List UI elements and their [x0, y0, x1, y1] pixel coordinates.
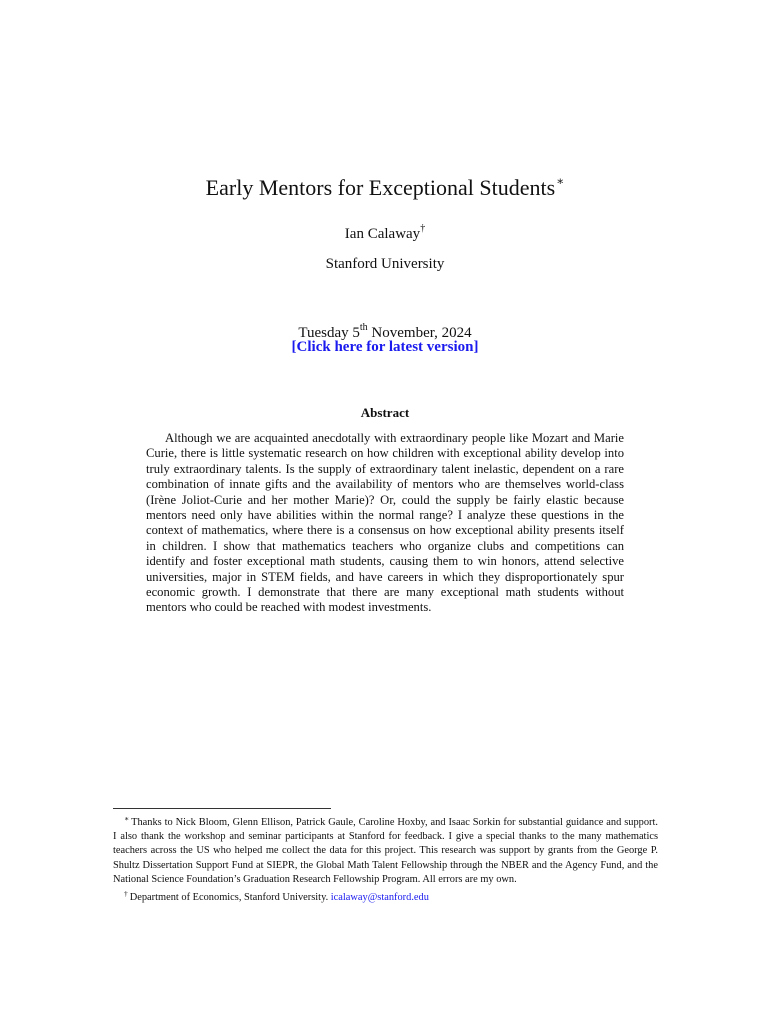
author-name: Ian Calaway: [344, 226, 421, 242]
footnote-1-text: Thanks to Nick Bloom, Glenn Ellison, Patrick Gaule, Caroline Hoxby, and Isaac Sorkin for substantial guidance and support. I also thank the workshop and seminar participants at Stanford for feedback. I give a special thanks to the many mathematics teachers across the US who helped me collect the data for this project. This research was support by grants from the George P. Shultz Dissertation Support Fund at SIEPR, the Global Math Talent Fellowship through the NBER and the Agency Fund, and the National Science Foundation’s Graduation Research Fellowship Program. All errors are my own.: [113, 817, 658, 885]
footnotes: [113, 812, 658, 905]
abstract-heading: Abstract: [360, 405, 410, 420]
footnote-2: [113, 887, 658, 905]
date-prefix: Tuesday 5: [298, 325, 360, 341]
author-footnote-mark[interactable]: †: [420, 223, 426, 234]
author-line: [0, 219, 770, 244]
author-email-link[interactable]: icalaway@stanford.edu: [330, 892, 429, 904]
affiliation: Stanford University: [325, 256, 445, 272]
date-ordinal: th: [359, 322, 368, 333]
latest-version-link[interactable]: [Click here for latest version]: [291, 339, 479, 355]
footnote-divider: [113, 808, 331, 809]
footnote-1: [113, 812, 658, 887]
footnote-2-mark: †: [124, 889, 128, 899]
abstract-text: Although we are acquainted anecdotally with extraordinary people like Mozart and Marie Curie, there is little systematic research on how children with exceptional ability develop into truly extraordinary talents. Is the supply of extraordinary talent inelastic, dependent on a rare combination of innate gifts and the availability of mentors who are themselves world-class (Irène Joliot-Curie and her mother Marie)? Or, could the supply be fairly elastic because mentors need only have abilities within the normal range? I analyze these questions in the context of mathematics, where there is a consensus on how exceptional ability presents itself in children. I show that mathematics teachers who organize clubs and competitions can identify and foster exceptional math students, causing them to win honors, attend selective universities, major in STEM fields, and have careers in which they disproportionately spur economic growth. I demonstrate that there are many exceptional math students without mentors who could be reached with modest investments.: [146, 431, 624, 615]
footnote-2-text: Department of Economics, Stanford University.: [129, 892, 331, 904]
date-suffix: November, 2024: [367, 325, 472, 341]
footnote-1-mark: ∗: [124, 814, 130, 823]
paper-title: [0, 166, 770, 203]
title-footnote-mark[interactable]: ∗: [556, 174, 565, 188]
paper-title-text: Early Mentors for Exceptional Students: [205, 175, 556, 200]
